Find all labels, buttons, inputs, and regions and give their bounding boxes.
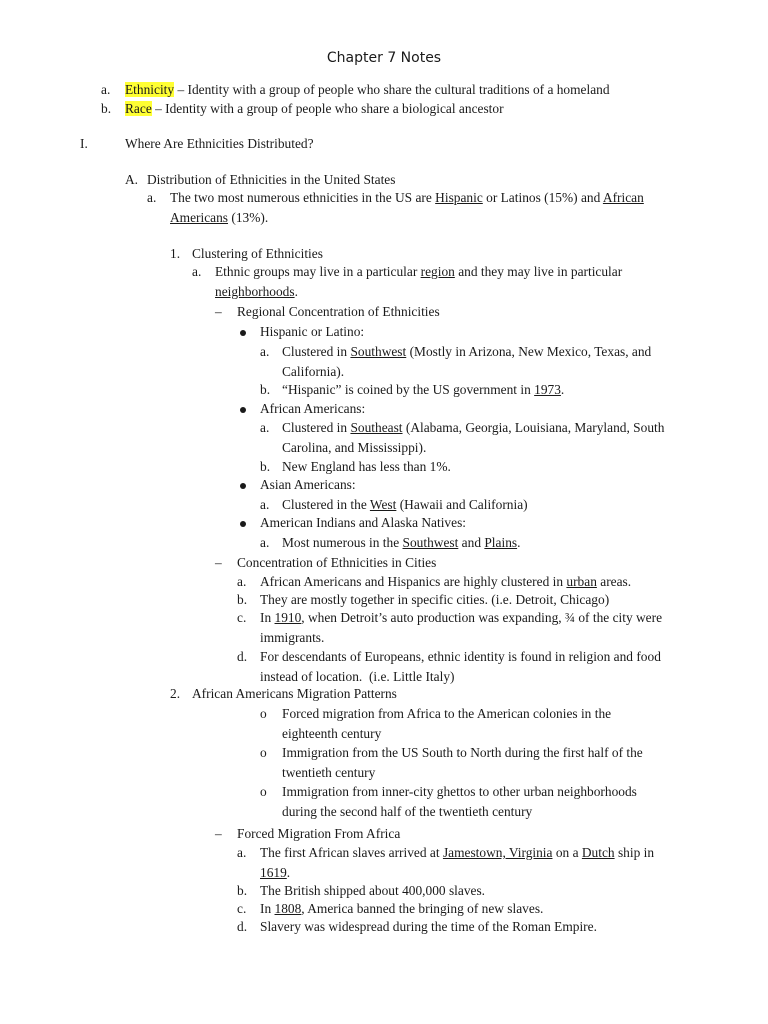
bullet-icon (240, 330, 246, 336)
key-term: neighborhoods (215, 284, 295, 299)
note-line (260, 864, 290, 882)
note-line: California). (282, 364, 345, 379)
text: Clustered in the (282, 497, 370, 512)
item-marker: 2. (170, 686, 181, 701)
topic-heading: Regional Concentration of Ethnicities (237, 304, 440, 319)
text: . (560, 382, 565, 397)
note-line: Immigration from inner-city ghettos to other urban neighborhoods (282, 784, 637, 799)
bullet-label: American Indians and Alaska Natives: (260, 515, 467, 530)
page-title: Chapter 7 Notes (326, 50, 442, 66)
list-marker: a. (260, 497, 270, 512)
note-line: Immigration from the US South to North during the first half of the (282, 745, 643, 760)
list-marker: a. (192, 264, 202, 279)
term-ethnicity: Ethnicity (125, 82, 175, 97)
key-term: Plains (484, 535, 518, 550)
list-marker: a. (147, 190, 157, 205)
note-line: twentieth century (282, 765, 376, 780)
bullet-icon (240, 483, 246, 489)
text: (Alabama, Georgia, Louisiana, Maryland, South (402, 420, 665, 435)
bullet-label: Hispanic or Latino: (260, 324, 365, 339)
dash-marker: – (215, 304, 222, 319)
text: . (517, 535, 521, 550)
definition-text: – Identity with a group of people who share the cultural traditions of a homeland (174, 82, 610, 97)
key-term: Americans (170, 210, 229, 225)
note-line: For descendants of Europeans, ethnic identity is found in religion and food (260, 649, 661, 664)
definition-race (125, 100, 504, 118)
note-line (282, 381, 564, 399)
note-line: instead of location. (i.e. Little Italy) (260, 669, 455, 684)
note-line (215, 283, 298, 301)
circle-marker: o (260, 784, 267, 799)
note-line: They are mostly together in specific cities. (i.e. Detroit, Chicago) (260, 592, 610, 607)
note-line (282, 534, 520, 552)
definition-ethnicity (125, 81, 610, 99)
bullet-icon (240, 407, 246, 413)
text: (Hawaii and California) (396, 497, 528, 512)
note-line: during the second half of the twentieth century (282, 804, 533, 819)
list-marker: c. (237, 610, 247, 625)
list-marker: b. (237, 883, 248, 898)
list-marker: a. (237, 845, 247, 860)
key-term: Southwest (350, 344, 407, 359)
note-line (260, 844, 654, 862)
bullet-label: African Americans: (260, 401, 366, 416)
list-marker: c. (237, 901, 247, 916)
item-marker: 1. (170, 246, 181, 261)
item-heading: Clustering of Ethnicities (192, 246, 323, 261)
text: African Americans and Hispanics are highly clustered in (260, 574, 567, 589)
text: ship in (614, 845, 655, 860)
key-term: 1808 (274, 901, 302, 916)
key-term: Southwest (402, 535, 459, 550)
note-line: The British shipped about 400,000 slaves. (260, 883, 486, 898)
text: . (286, 865, 291, 880)
note-line (215, 263, 622, 281)
circle-marker: o (260, 745, 267, 760)
text: (Mostly in Arizona, New Mexico, Texas, and (406, 344, 652, 359)
list-marker: a. (260, 344, 270, 359)
text: In (260, 901, 275, 916)
note-line: Forced migration from Africa to the American colonies in the (282, 706, 612, 721)
text: Most numerous in the (282, 535, 403, 550)
list-marker: a. (260, 535, 270, 550)
topic-heading: Forced Migration From Africa (237, 826, 401, 841)
note-line (170, 189, 644, 207)
circle-marker: o (260, 706, 267, 721)
note-line: New England has less than 1%. (282, 459, 451, 474)
text: Clustered in (282, 420, 351, 435)
definition-text: – Identity with a group of people who share a biological ancestor (151, 101, 504, 116)
key-term: Dutch (581, 845, 615, 860)
text: Ethnic groups may live in a particular (215, 264, 421, 279)
definition-marker: a. (101, 82, 111, 97)
key-term: region (420, 264, 455, 279)
key-term: Hispanic (435, 190, 483, 205)
list-marker: b. (260, 382, 271, 397)
text: (13%). (228, 210, 269, 225)
text: . (294, 284, 298, 299)
term-race: Race (125, 101, 152, 116)
text: areas. (596, 574, 632, 589)
key-term: Southeast (350, 420, 403, 435)
note-line (260, 573, 631, 591)
key-term: 1619 (260, 865, 287, 880)
bullet-label: Asian Americans: (260, 477, 356, 492)
key-term: African (602, 190, 644, 205)
dash-marker: – (215, 826, 222, 841)
note-line: Slavery was widespread during the time of the Roman Empire. (260, 919, 597, 934)
key-term: urban (566, 574, 597, 589)
note-line: immigrants. (260, 630, 325, 645)
subsection-heading: Distribution of Ethnicities in the United States (147, 172, 396, 187)
note-line (282, 419, 664, 437)
list-marker: d. (237, 919, 248, 934)
note-line (282, 343, 651, 361)
text: and (458, 535, 485, 550)
section-marker: I. (80, 136, 88, 151)
bullet-icon (240, 521, 246, 527)
list-marker: a. (260, 420, 270, 435)
text: , America banned the bringing of new slaves. (301, 901, 544, 916)
key-term: 1973 (534, 382, 561, 397)
text: , when Detroit’s auto production was expanding, ¾ of the city were (301, 610, 663, 625)
text: The two most numerous ethnicities in the US are (170, 190, 436, 205)
item-heading: African Americans Migration Patterns (192, 686, 397, 701)
text: Clustered in (282, 344, 351, 359)
dash-marker: – (215, 555, 222, 570)
text: or Latinos (15%) and (482, 190, 603, 205)
key-term: West (369, 497, 397, 512)
text: The first African slaves arrived at (260, 845, 443, 860)
text: on a (552, 845, 582, 860)
note-line (260, 609, 662, 627)
section-heading: Where Are Ethnicities Distributed? (125, 136, 314, 151)
key-term: Jamestown, Virginia (442, 845, 553, 860)
note-line (170, 209, 268, 227)
key-term: 1910 (274, 610, 302, 625)
topic-heading: Concentration of Ethnicities in Cities (237, 555, 437, 570)
list-marker: b. (260, 459, 271, 474)
note-line (282, 496, 528, 514)
text: In (260, 610, 275, 625)
note-line (260, 900, 543, 918)
note-line: Carolina, and Mississippi). (282, 440, 427, 455)
note-line: eighteenth century (282, 726, 382, 741)
text: “Hispanic” is coined by the US government in (282, 382, 535, 397)
list-marker: d. (237, 649, 248, 664)
list-marker: b. (237, 592, 248, 607)
list-marker: a. (237, 574, 247, 589)
text: and they may live in particular (454, 264, 623, 279)
definition-marker: b. (101, 101, 112, 116)
subsection-marker: A. (125, 172, 139, 187)
